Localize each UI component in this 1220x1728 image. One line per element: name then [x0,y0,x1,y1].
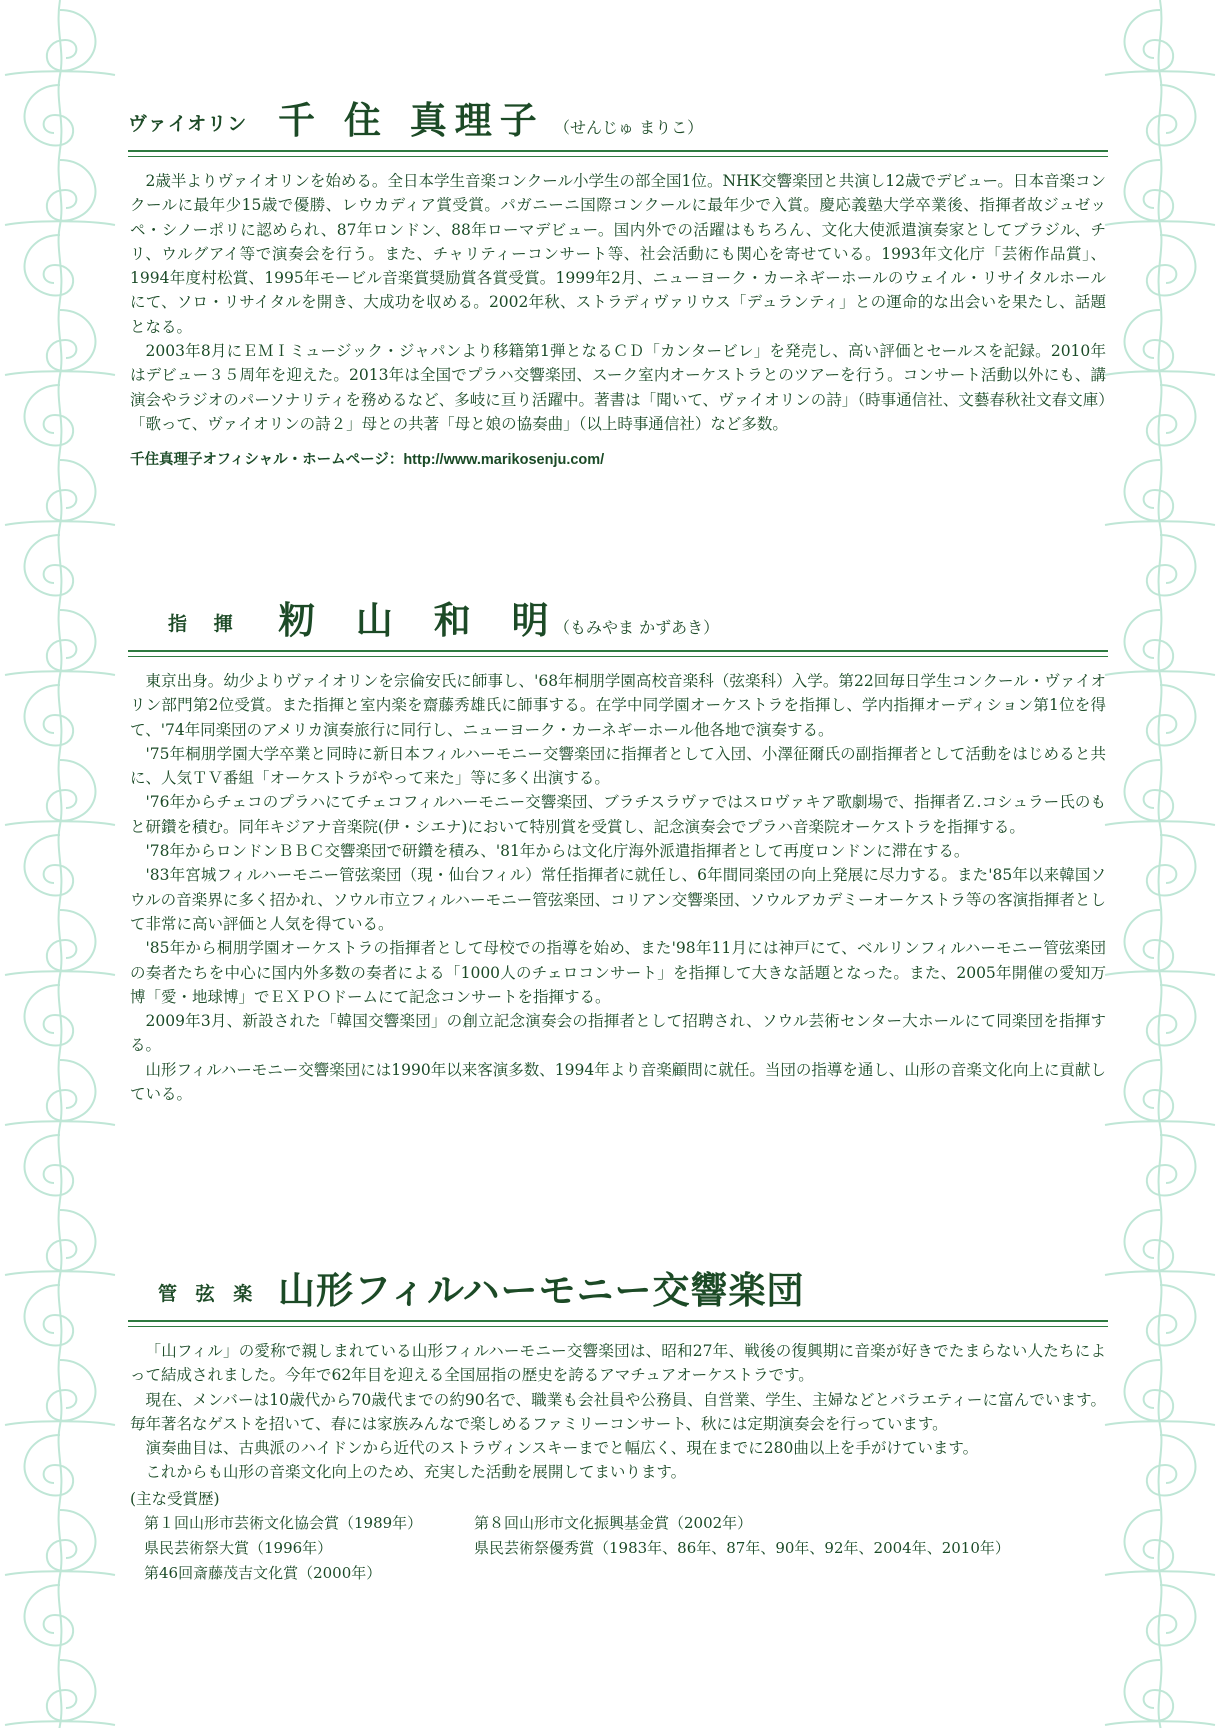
section-orchestra [128,1270,1108,1586]
orchestra-name: 山形フィルハーモニー交響楽団 [278,1268,805,1312]
profile-paragraph: 演奏曲目は、古典派のハイドンから近代のストラヴィンスキーまでと幅広く、現在までに280曲以上を手がけています。 [145,1439,979,1458]
right-ornamental-border [1100,0,1220,1728]
bio-paragraph: '75年桐朋学園大学卒業と同時に新日本フィルハーモニー交響楽団に指揮者として入団、小澤征爾氏の副指揮者として活動をはじめると共に、人気ＴＶ番組「オーケストラがやって来た」等に多く出演する。 [130,744,1106,788]
award-item: 県民芸術祭大賞（1996年） [144,1538,333,1557]
role-label: ヴァイオリン [128,113,248,135]
name-reading: （もみやま かずあき） [554,618,720,637]
role-label: 管 弦 楽 [158,1283,259,1305]
bio-paragraph: 山形フィルハーモニー交響楽団には1990年以来客演多数、1994年より音楽顧問に就任。当団の指導を通し、山形の音楽文化向上に貢献している。 [130,1060,1106,1104]
performer-name: 千 住 真理子 [278,98,545,142]
left-ornamental-border [0,0,120,1728]
section-heading [128,600,1108,648]
section-heading [128,1270,1108,1318]
award-item: 県民芸術祭優秀賞（1983年、86年、87年、90年、92年、2004年、2010年） [474,1538,1010,1557]
awards-list [130,1511,1106,1586]
bio-paragraph: '83年宮城フィルハーモニー管弦楽団（現・仙台フィル）常任指揮者に就任し、6年間同楽団の向上発展に尽力する。また'85年以来韓国ソウルの音楽界に多く招かれ、ソウル市立フィルハーモニー管弦楽団、コリアン交響楽団、ソウルアカデミーオーケストラ等の客演指揮者として非常に高い評価と人気を得ている。 [130,866,1106,933]
bio-paragraph: 2009年3月、新設された「韓国交響楽団」の創立記念演奏会の指揮者として招聘され、ソウル芸術センター大ホールにて同楽団を指揮する。 [130,1012,1106,1055]
bio-paragraph: 東京出身。幼少よりヴァイオリンを宗倫安氏に師事し、'68年桐朋学園高校音楽科（弦楽科）入学。第22回毎日学生コンクール・ヴァイオリン部門第2位受賞。また指揮と室内楽を齋藤秀雄氏に師事する。在学中同学園オーケストラを指揮し、学内指揮オーディション第1位を得て、'74年同楽団のアメリカ演奏旅行に同行し、ニューヨーク・カーネギーホール他各地で演奏する。 [130,672,1106,739]
heading-rule [128,1320,1108,1327]
bio-paragraph: '85年から桐朋学園オーケストラの指揮者として母校での指導を始め、また'98年11月には神戸にて、ベルリンフィルハーモニー管弦楽団の奏者たちを中心に国内外多数の奏者による「1000人のチェロコンサート」を指揮して大きな話題となった。また、2005年開催の愛知万博「愛・地球博」でＥＸＰＯドームにて記念コンサートを指揮する。 [130,939,1106,1006]
award-item: 第８回山形市文化振興基金賞（2002年） [474,1513,753,1532]
profile-paragraph: 「山フィル」の愛称で親しまれている山形フィルハーモニー交響楽団は、昭和27年、戦後の復興期に音楽が好きでたまらない人たちによって結成されました。今年で62年目を迎える全国屈指の歴史を誇るアマチュアオーケストラです。 [130,1342,1106,1385]
bio-paragraph: '76年からチェコのプラハにてチェコフィルハーモニー交響楽団、ブラチスラヴァではスロヴァキア歌劇場で、指揮者Ｚ.コシュラー氏のもと研鑽を積む。同年キジアナ音楽院(伊・シエナ)において特別賞を受賞し、記念演奏会でプラハ音楽院オーケストラを指揮する。 [130,793,1106,836]
award-item: 第46回斎藤茂吉文化賞（2000年） [144,1563,382,1582]
bio-paragraph: 2歳半よりヴァイオリンを始める。全日本学生音楽コンクール小学生の部全国1位。NHK交響楽団と共演し12歳でデビュー。日本音楽コンクールに最年少15歳で優勝、レウカディア賞受賞。パガニーニ国際コンクールに最年少で入賞。慶応義塾大学卒業後、指揮者故ジュゼッペ・シノーポリに認められ、87年ロンドン、88年ローマデビュー。国内外での活躍はもちろん、文化大使派遣演奏家としてブラジル、チリ、ウルグアイ等で演奏会を行う。また、チャリティーコンサート等、社会活動にも関心を寄せている。1993年文化庁「芸術作品賞」、1994年度村松賞、1995年モービル音楽賞奨励賞各賞受賞。1999年2月、ニューヨーク・カーネギーホールのウェイル・リサイタルホールにて、ソロ・リサイタルを開き、大成功を収める。2002年秋、ストラディヴァリウス「デュランティ」との運命的な出会いを果たし、話題となる。 [130,172,1106,336]
biography [128,657,1108,1106]
role-label: 指 揮 [168,613,243,635]
heading-rule [128,650,1108,657]
heading-rule [128,150,1108,157]
biography [128,157,1108,469]
section-violin [128,100,1108,469]
homepage-link[interactable]: 千住真理子オフィシャル・ホームページ：http://www.marikosenju.com/ [130,452,605,469]
profile-paragraph: これからも山形の音楽文化向上のため、充実した活動を展開してまいります。 [145,1463,687,1482]
section-heading [128,100,1108,148]
award-item: 第１回山形市芸術文化協会賞（1989年） [144,1513,423,1532]
bio-paragraph: 2003年8月にＥＭＩミュージック・ジャパンより移籍第1弾となるＣＤ「カンタービレ」を発売し、高い評価とセールスを記録。2010年はデビュー３５周年を迎えた。2013年は全国でプラハ交響楽団、スーク室内オーケストラとのツアーを行う。コンサート活動以外にも、講演会やラジオのパーソナリティを務めるなど、多岐に亘り活躍中。著書は「聞いて、ヴァイオリンの詩」（時事通信社、文藝春秋社文春文庫）「歌って、ヴァイオリンの詩２」母との共著「母と娘の協奏曲」（以上時事通信社）など多数。 [130,342,1106,433]
awards-heading: (主な受賞歴) [130,1489,220,1508]
orchestra-profile [128,1327,1108,1586]
profile-paragraph: 現在、メンバーは10歳代から70歳代までの約90名で、職業も会社員や公務員、自営業、学生、主婦などとバラエティーに富んでいます。毎年著名なゲストを招いて、春には家族みんなで楽しめるファミリーコンサート、秋には定期演奏会を行っています。 [130,1390,1106,1433]
performer-name: 籾 山 和 明 [278,598,563,642]
name-reading: （せんじゅ まりこ） [554,118,704,137]
bio-paragraph: '78年からロンドンＢＢＣ交響楽団で研鑽を積み、'81年からは文化庁海外派遣指揮者として再度ロンドンに滞在する。 [145,842,970,861]
section-conductor [128,600,1108,1106]
